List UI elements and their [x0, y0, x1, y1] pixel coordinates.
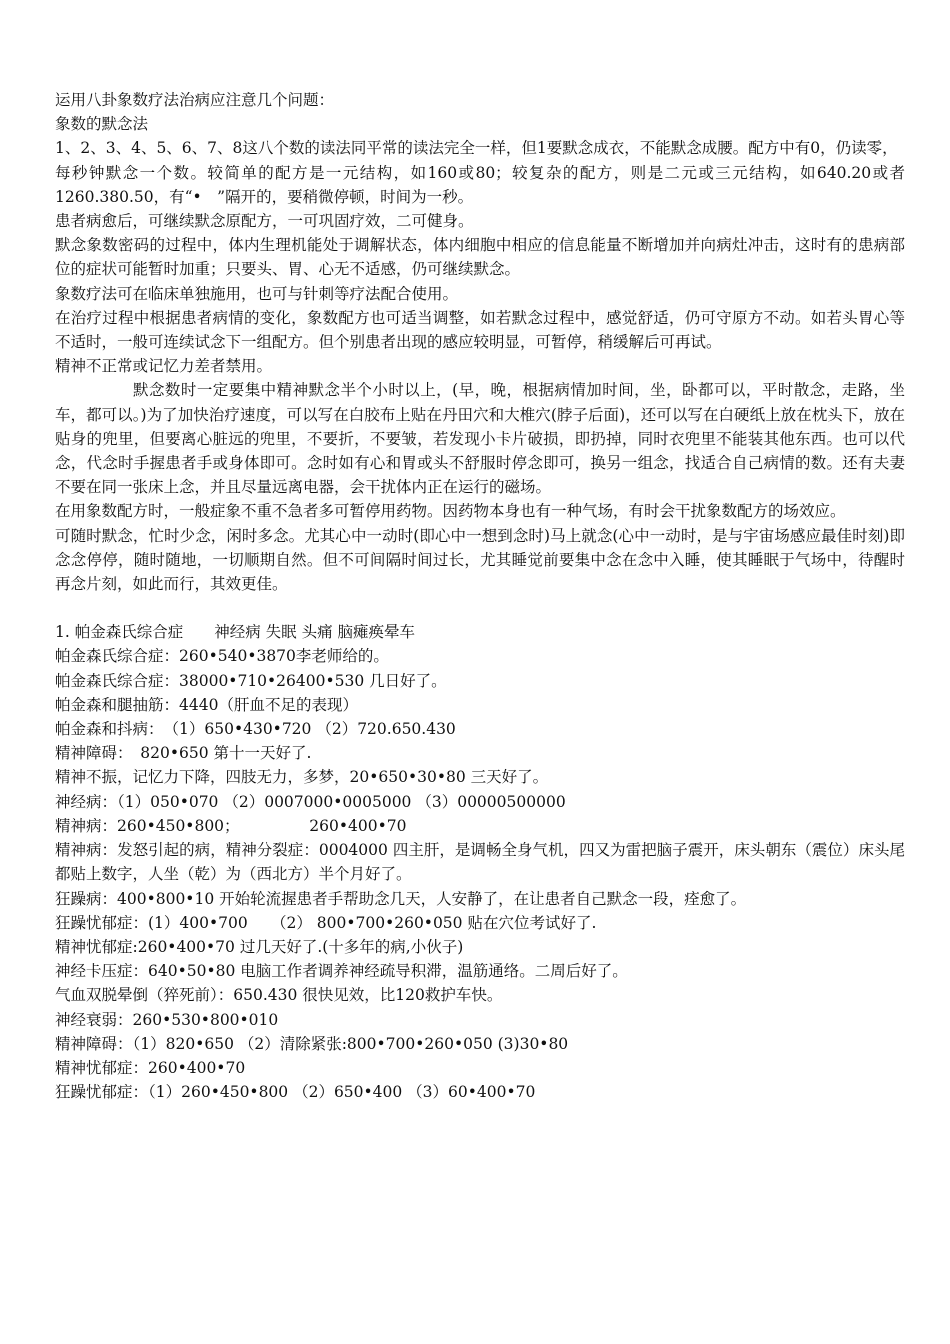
prescription-line: 帕金森和腿抽筋：4440（肝血不足的表现） [55, 695, 358, 714]
prescription-line: 狂躁忧郁症：（1）260•450•800 （2）650•400 （3）60•400•70 [55, 1083, 536, 1102]
prescription-line: 精神病：260•450•800； 260•400•70 [55, 816, 407, 835]
prescription-line: 神经卡压症：640•50•80 电脑工作者调养神经疏导积滞，温筋通络。二周后好了。 [55, 962, 628, 981]
section-title: 1. 帕金森氏综合症 神经病 失眠 头痛 脑瘫痪晕车 [55, 623, 415, 642]
prescription-line: 帕金森氏综合症：260•540•3870李老师给的。 [55, 647, 389, 666]
prescription-line: 神经衰弱：260•530•800•010 [55, 1010, 279, 1029]
intro-paragraph: 1、2、3、4、5、6、7、8这八个数的读法同平常的读法完全一样，但1要默念成衣，不能默念成腰。配方中有0，仍读零， [55, 139, 898, 158]
prescription-line: 狂躁病：400•800•10 开始轮流握患者手帮助念几天，人安静了，在让患者自己默念一段，痊愈了。 [55, 889, 747, 908]
intro-indented-paragraph: 默念数时一定要集中精神默念半个小时以上，(早，晚，根据病情加时间，坐，卧都可以，平时散念，走路，坐车，都可以。)为了加快治疗速度，可以写在白胶布上贴在丹田穴和大椎穴(脖子后面)，还可以写在白硬纸上放在枕头下，放在贴身的兜里，但要离心脏远的兜里，不要折，不要皱，若发现小卡片破损，即扔掉，同时衣兜里不能装其他东西。也可以代念，代念时手握患者手或身体即可。念时如有心和胃或头不舒服时停念即可，换另一组念，找适合自己病情的数。还有夫妻不要在同一张床上念，并且尽量远离电器，会干扰体内正在运行的磁场。 [55, 381, 905, 497]
prescription-line: 精神病：发怒引起的病，精神分裂症：0004000 四主肝，是调畅全身气机，四又为雷把脑子震开，床头朝东（震位）床头尾都贴上数字，人坐（乾）为（西北方）半个月好了。 [55, 841, 905, 884]
intro-paragraph: 可随时默念，忙时少念，闲时多念。尤其心中一动时(即心中一想到念时)马上就念(心中一动时，是与宇宙场感应最佳时刻)即念念停停，随时随地，一切顺期自然。但不可间隔时间过长，尤其睡觉前要集中念在念中入睡，使其睡眠于气场中，待醒时再念片刻，如此而行，其效更佳。 [55, 526, 905, 594]
prescription-line: 神经病：（1）050•070 （2）0007000•0005000 （3）00000500000 [55, 792, 566, 811]
intro-paragraph: 在用象数配方时，一般症象不重不急者多可暂停用药物。因药物本身也有一种气场，有时会干扰象数配方的场效应。 [55, 502, 846, 521]
prescription-line: 精神不振，记忆力下降，四肢无力，多梦，20•650•30•80 三天好了。 [55, 768, 549, 787]
intro-paragraph: 每秒钟默念一个数。较简单的配方是一元结构，如160或80；较复杂的配方，则是二元或三元结构，如640.20或者1260.380.50，有“• ”隔开的，要稍微停顿，时间为一秒。 [55, 163, 905, 206]
intro-paragraph: 象数疗法可在临床单独施用，也可与针刺等疗法配合使用。 [55, 284, 459, 303]
prescription-line: 气血双脱晕倒（猝死前）：650.430 很快见效，比120救护车快。 [55, 986, 503, 1005]
intro-heading: 运用八卦象数疗法治病应注意几个问题： [55, 91, 335, 109]
prescription-line: 狂躁忧郁症：(1）400•700 （2） 800•700•260•050 贴在穴位考试好了. [55, 913, 597, 932]
prescription-line: 帕金森氏综合症：38000•710•26400•530 几日好了。 [55, 671, 447, 690]
intro-subheading: 象数的默念法 [55, 115, 149, 134]
intro-paragraph: 精神不正常或记忆力差者禁用。 [55, 357, 273, 376]
intro-paragraph: 患者病愈后，可继续默念原配方，一可巩固疗效，二可健身。 [55, 212, 474, 231]
prescription-line: 帕金森和抖病： （1）650•430•720 （2）720.650.430 [55, 720, 456, 739]
prescription-line: 精神障碍：（1）820•650 （2）清除紧张:800•700•260•050 (3)30•80 [55, 1034, 569, 1053]
section-spacer [55, 596, 905, 620]
intro-paragraph: 默念象数密码的过程中，体内生理机能处于调解状态，体内细胞中相应的信息能量不断增加并向病灶冲击，这时有的患病部位的症状可能暂时加重；只要头、胃、心无不适感，仍可继续默念。 [55, 236, 905, 279]
document-page [55, 88, 905, 1104]
intro-paragraph: 在治疗过程中根据患者病情的变化，象数配方也可适当调整，如若默念过程中，感觉舒适，仍可守原方不动。如若头胃心等不适时，一般可连续试念下一组配方。但个别患者出现的感应较明显，可暂停，稍缓解后可再试。 [55, 308, 905, 352]
prescription-line: 精神障碍： 820•650 第十一天好了. [55, 744, 312, 763]
prescription-line: 精神忧郁症:260•400•70 过几天好了.(十多年的病,小伙子) [55, 937, 464, 956]
prescription-line: 精神忧郁症：260•400•70 [55, 1058, 246, 1077]
